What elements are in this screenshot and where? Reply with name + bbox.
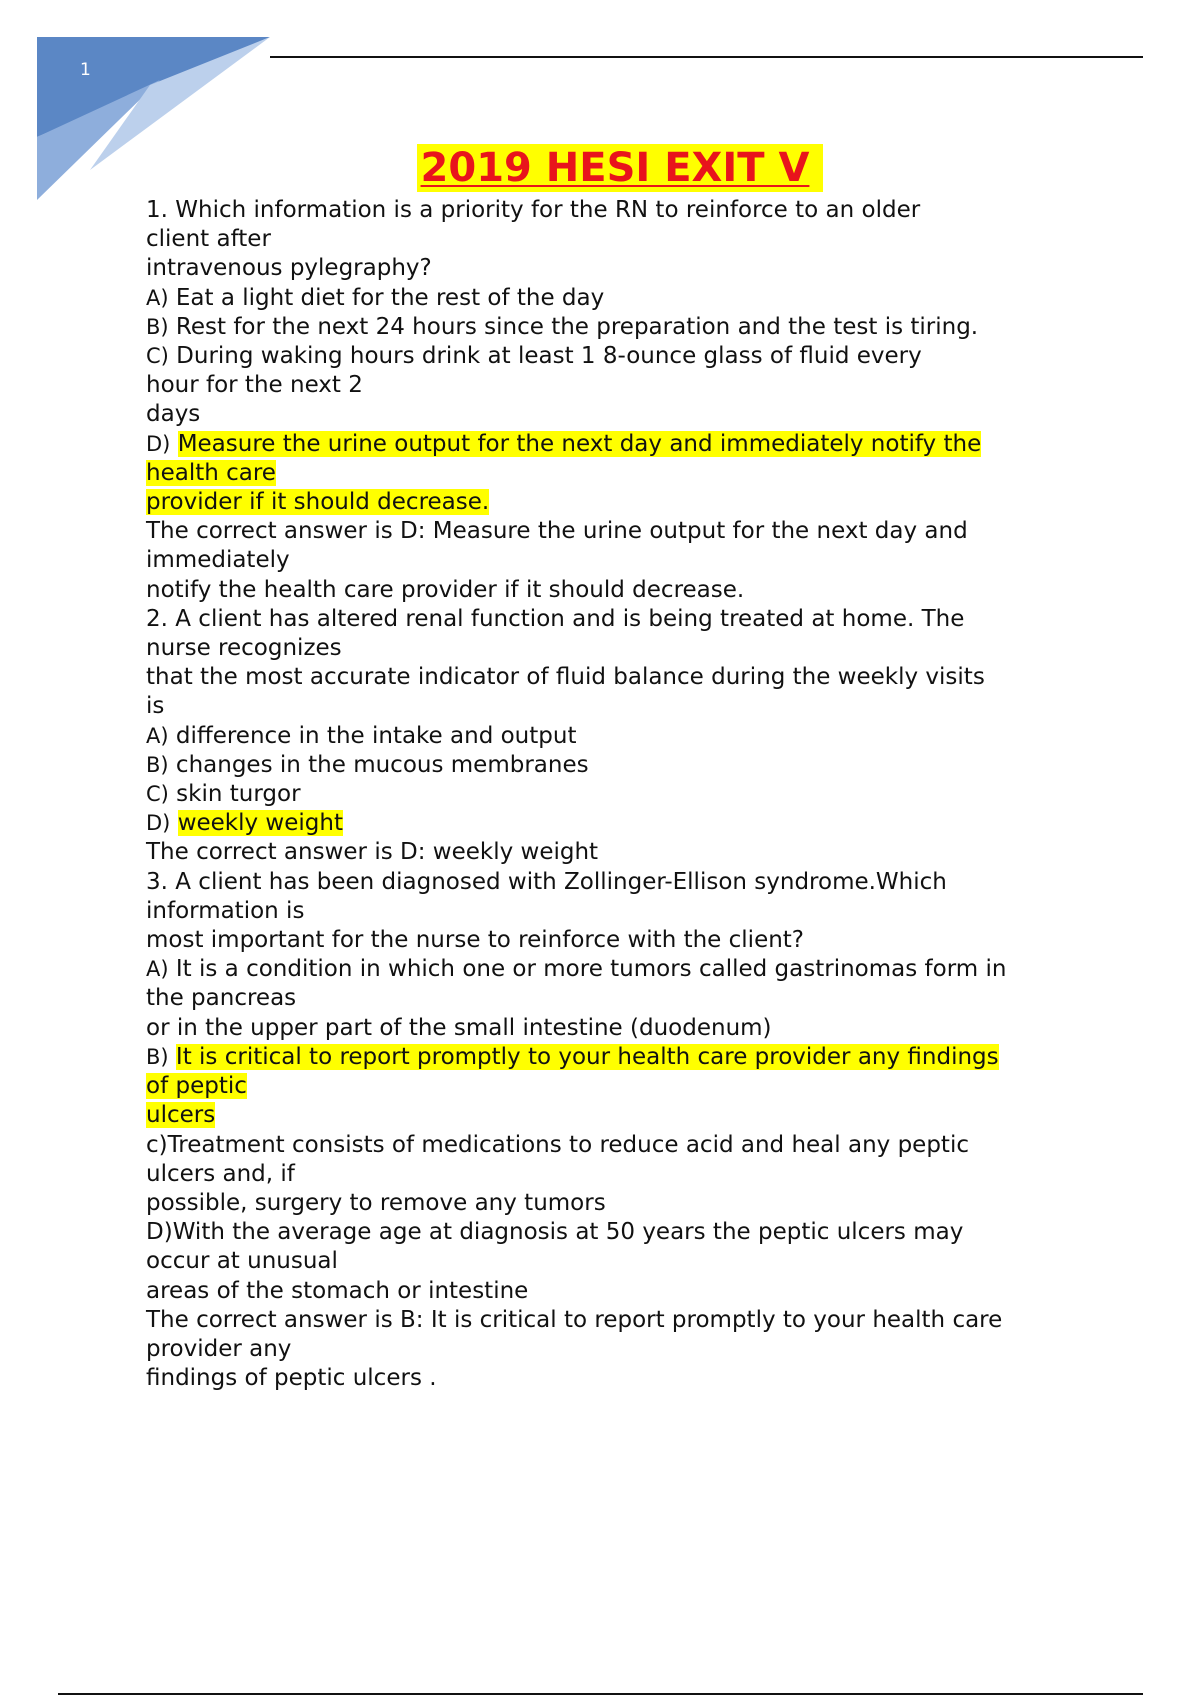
highlighted-option-text: of peptic: [146, 1073, 247, 1100]
correct-answer-line: The correct answer is D: Measure the urine output for the next day and: [146, 518, 968, 545]
option-text: Rest for the next 24 hours since the preparation and the test is tiring.: [175, 313, 979, 340]
option-letter: A): [146, 957, 169, 982]
answer-option-c: [146, 1131, 1096, 1160]
option-letter: B): [146, 1044, 169, 1069]
answer-option-a: [146, 955, 1096, 984]
correct-answer-line: notify the health care provider if it should decrease.: [146, 576, 745, 603]
option-text: During waking hours drink at least 1 8-ounce glass of fluid every: [176, 343, 922, 370]
page-number: 1: [80, 60, 91, 80]
question-stem-line: 1. Which information is a priority for the RN to reinforce to an older: [146, 197, 921, 223]
answer-option-b-highlighted: [146, 1043, 1096, 1072]
option-letter: C): [146, 344, 169, 369]
option-text-continued: areas of the stomach or intestine: [146, 1277, 529, 1304]
option-text: skin turgor: [176, 781, 301, 808]
question-stem-line: most important for the nurse to reinforce with the client?: [146, 927, 805, 954]
option-text-continued: occur at unusual: [146, 1248, 338, 1275]
question-stem-line: information is: [146, 897, 305, 924]
question-3: [146, 868, 1096, 1394]
answer-option-b: [146, 313, 1096, 342]
highlighted-option-text: health care: [146, 459, 276, 486]
option-text: difference in the intake and output: [175, 722, 577, 749]
answer-option-b: [146, 751, 1096, 780]
option-text: Eat a light diet for the rest of the day: [175, 284, 605, 311]
answer-option-d-highlighted: [146, 809, 1096, 838]
option-text: With the average age at diagnosis at 50 years the peptic ulcers may: [172, 1219, 964, 1246]
option-text-continued: the pancreas: [146, 985, 297, 1012]
option-letter: D): [146, 1219, 173, 1246]
option-text: changes in the mucous membranes: [175, 751, 589, 778]
document-body: [146, 196, 1096, 1393]
correct-answer-line: The correct answer is D: weekly weight: [146, 839, 599, 866]
correct-answer-line: The correct answer is B: It is critical to report promptly to your health care: [146, 1306, 1003, 1333]
highlighted-option-text: weekly weight: [177, 810, 343, 837]
correct-answer-line: immediately: [146, 547, 290, 574]
answer-option-d: [146, 1218, 1096, 1247]
option-letter: A): [146, 723, 169, 748]
answer-option-d-highlighted: [146, 430, 1096, 459]
highlighted-option-text: It is critical to report promptly to your health care provider any findings: [175, 1043, 999, 1070]
option-letter: C): [146, 782, 169, 807]
option-letter: A): [146, 285, 169, 310]
answer-option-c: [146, 780, 1096, 809]
question-1: [146, 196, 1096, 605]
question-stem-line: client after: [146, 226, 271, 253]
correct-answer-line: findings of peptic ulcers .: [146, 1365, 437, 1392]
question-stem-line: that the most accurate indicator of fluid balance during the weekly visits: [146, 664, 985, 691]
highlighted-option-text: ulcers: [146, 1102, 216, 1129]
question-stem-line: 3. A client has been diagnosed with Zollinger-Ellison syndrome.Which: [146, 868, 947, 895]
highlighted-option-text: provider if it should decrease.: [146, 489, 490, 516]
option-text: Treatment consists of medications to reduce acid and heal any peptic: [167, 1131, 969, 1158]
answer-option-a: [146, 284, 1096, 313]
header-rule: [270, 56, 1143, 58]
question-2: [146, 605, 1096, 868]
option-text: It is a condition in which one or more tumors called gastrinomas form in: [175, 956, 1007, 983]
question-stem-line: is: [146, 693, 165, 720]
question-stem-line: nurse recognizes: [146, 635, 342, 662]
option-text-continued: hour for the next 2: [146, 372, 363, 399]
question-stem-line: 2. A client has altered renal function and is being treated at home. The: [146, 605, 965, 632]
option-text-continued: days: [146, 401, 201, 428]
option-letter: D): [146, 811, 171, 836]
document-title: 2019 HESI EXIT V: [417, 144, 824, 192]
highlighted-option-text: Measure the urine output for the next day and immediately notify the: [177, 430, 982, 457]
option-letter: D): [146, 431, 171, 456]
correct-answer-line: provider any: [146, 1335, 292, 1362]
answer-option-c: [146, 342, 1096, 371]
option-text-continued: ulcers and, if: [146, 1160, 295, 1187]
footer-rule: [58, 1693, 1143, 1695]
option-text-continued: or in the upper part of the small intestine (duodenum): [146, 1014, 772, 1041]
option-text-continued: possible, surgery to remove any tumors: [146, 1189, 606, 1216]
option-letter: B): [146, 752, 169, 777]
question-stem-line: intravenous pylegraphy?: [146, 255, 432, 282]
answer-option-a: [146, 722, 1096, 751]
option-letter: B): [146, 314, 169, 339]
option-letter: c): [146, 1131, 168, 1158]
